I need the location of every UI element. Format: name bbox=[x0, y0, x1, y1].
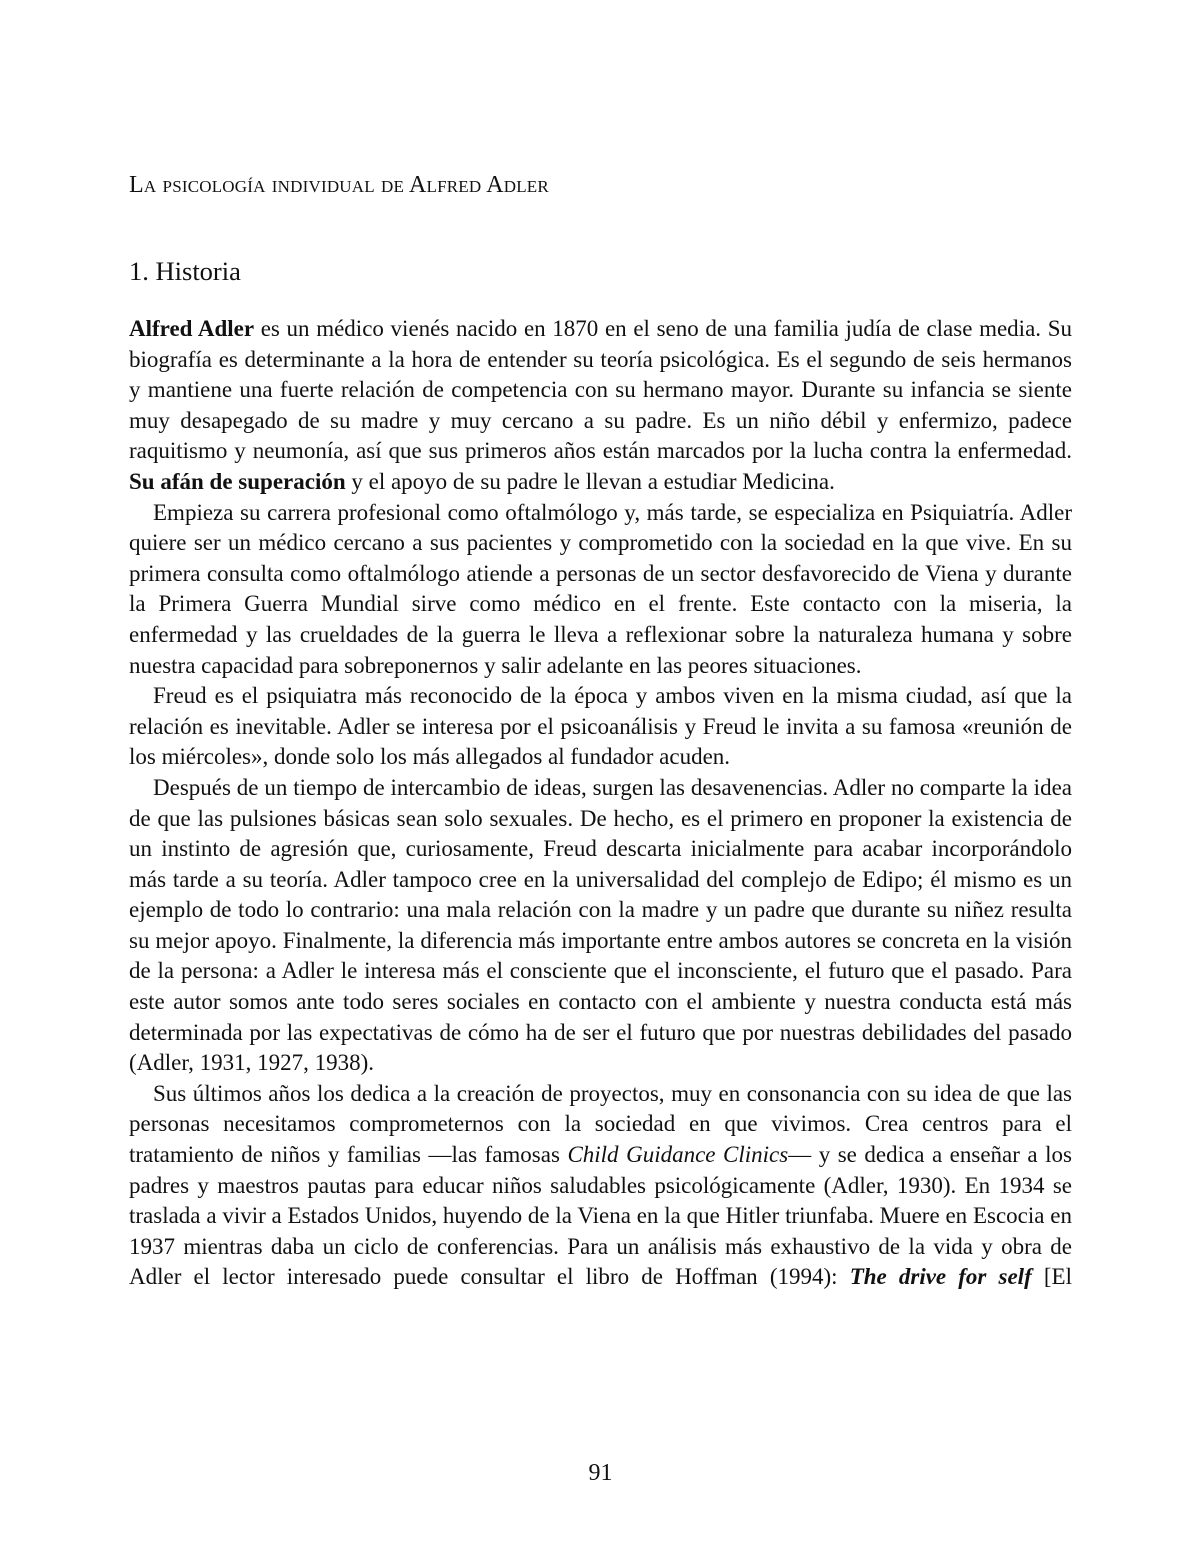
page-number: 91 bbox=[588, 1460, 613, 1486]
italic-book-title: The drive for self bbox=[849, 1264, 1032, 1290]
body-text bbox=[129, 314, 1072, 1293]
paragraph-text: y el apoyo de su padre le llevan a estudiar Medicina. bbox=[345, 468, 835, 494]
paragraph-text: Sus últimos años los dedica a la creación de proyectos, muy en consonancia con su idea de que las personas necesitamos comprometernos con la sociedad en que vivimos. Crea centros para el tratamiento de niños y familias —las famosas bbox=[129, 1080, 1072, 1168]
paragraph-text: [El bbox=[1031, 1264, 1072, 1290]
paragraph-text: — y se dedica a enseñar a los padres y maestros pautas para educar niños saludables psicológicamente (Adler, 1930). En 1934 se traslada a vivir a Estados Unidos, huyendo de la Viena en la que Hitler triunfaba. Muere en Escocia en 1937 mientras daba un ciclo de conferencias. Para un análisis más exhaustivo de la vida y obra de Adler el lector interesado puede consultar el libro de Hoffman (1994): bbox=[129, 1142, 1072, 1290]
italic-title: Child Guidance Clinics bbox=[567, 1142, 789, 1168]
bold-author-name: Alfred Adler bbox=[129, 316, 255, 341]
paragraph-text: es un médico vienés nacido en 1870 en el seno de una familia judía de clase media. Su biografía es determinante a la hora de entender su teoría psicológica. Es el segundo de seis hermanos y mantiene una fuerte relación de competencia con su hermano mayor. Durante su infancia se siente muy desapegado de su madre y muy cercano a su padre. Es un niño débil y enfermizo, padece raquitismo y neumonía, así que sus primeros años están marcados por la lucha contra la enfermedad. bbox=[129, 316, 1072, 464]
book-page bbox=[129, 0, 1072, 1553]
section-title: 1. Historia bbox=[129, 256, 241, 286]
paragraph-4: Después de un tiempo de intercambio de ideas, surgen las desavenencias. Adler no comparte la idea de que las pulsiones básicas sean solo sexuales. De hecho, es el primero en proponer la existencia de un instinto de agresión que, curiosamente, Freud descarta inicialmente para acabar incorporándolo más tarde a su teoría. Adler tampoco cree en la universalidad del complejo de Edipo; él mismo es un ejemplo de todo lo contrario: una mala relación con la madre y un padre que durante su niñez resulta su mejor apoyo. Finalmente, la diferencia más importante entre ambos autores se concreta en la visión de la persona: a Adler le interesa más el consciente que el inconsciente, el futuro que el pasado. Para este autor somos ante todo seres sociales en contacto con el ambiente y nuestra conducta está más determinada por las expectativas de cómo ha de ser el futuro que por nuestras debilidades del pasado (Adler, 1931, 1927, 1938). bbox=[129, 774, 1072, 1076]
paragraph-1 bbox=[129, 314, 1072, 498]
running-head: La psicología individual de Alfred Adler bbox=[129, 172, 549, 198]
paragraph-2: Empieza su carrera profesional como oftalmólogo y, más tarde, se especializa en Psiquiatría. Adler quiere ser un médico cercano a sus pacientes y comprometido con la sociedad en la que vive. En su primera consulta como oftalmólogo atiende a personas de un sector desfavorecido de Viena y durante la Primera Guerra Mundial sirve como médico en el frente. Este contacto con la miseria, la enfermedad y las crueldades de la guerra le lleva a reflexionar sobre la naturaleza humana y sobre nuestra capacidad para sobreponernos y salir adelante en las peores situaciones. bbox=[129, 499, 1072, 678]
bold-emphasis: Su afán de superación bbox=[129, 468, 346, 494]
paragraph-5 bbox=[129, 1079, 1072, 1293]
paragraph-3: Freud es el psiquiatra más reconocido de la época y ambos viven en la misma ciudad, así que la relación es inevitable. Adler se interesa por el psicoanálisis y Freud le invita a su famosa «reunión de los miércoles», donde solo los más allegados al fundador acuden. bbox=[129, 683, 1072, 770]
